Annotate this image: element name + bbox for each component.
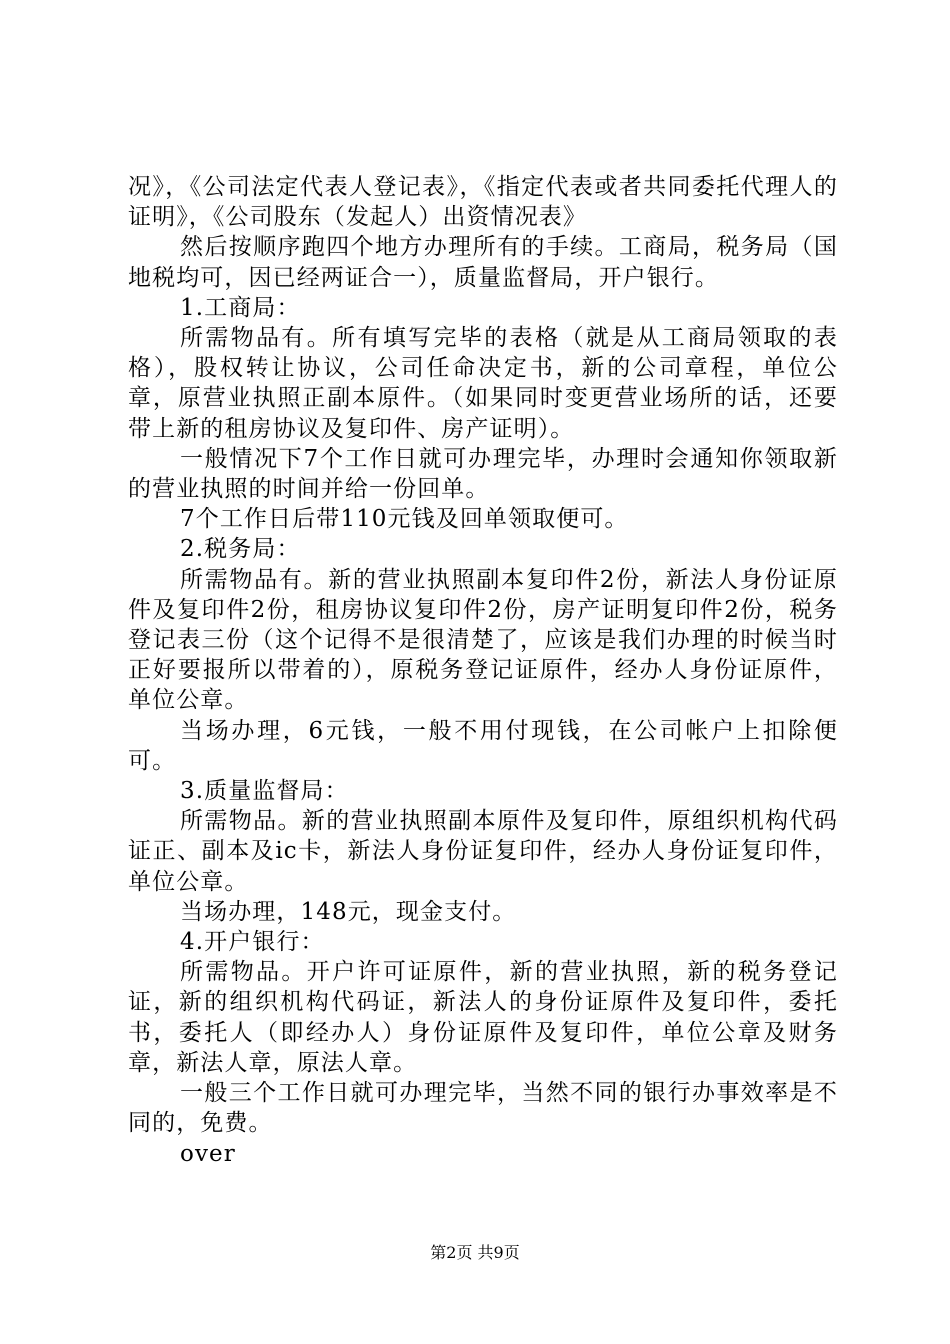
paragraph-1: 况》，《公司法定代表人登记表》，《指定代表或者共同委托代理人的证明》，《公司股东（发起人）出资情况表》	[128, 174, 838, 231]
paragraph-6: 7个工作日后带110元钱及回单领取便可。	[180, 506, 629, 533]
paragraph-14: 所需物品。开户许可证原件，新的营业执照，新的税务登记证，新的组织机构代码证，新法人的身份证原件及复印件，委托书，委托人（即经办人）身份证原件及复印件，单位公章及财务章，新法人章，原法人章。	[128, 959, 838, 1076]
paragraph-12: 当场办理，148元，现金支付。	[180, 898, 517, 925]
paragraph-15: 一般三个工作日就可办理完毕，当然不同的银行办事效率是不同的，免费。	[128, 1080, 838, 1137]
section-heading-4: 4.开户银行：	[180, 929, 325, 956]
paragraph-9: 当场办理，6元钱，一般不用付现钱，在公司帐户上扣除便可。	[128, 717, 838, 774]
section-heading-2: 2.税务局：	[180, 536, 301, 563]
section-heading-1: 1.工商局：	[180, 294, 301, 321]
paragraph-2: 然后按顺序跑四个地方办理所有的手续。工商局，税务局（国地税均可，因已经两证合一），质量监督局，开户银行。	[128, 234, 838, 291]
paragraph-4: 所需物品有。所有填写完毕的表格（就是从工商局领取的表格），股权转让协议，公司任命决定书，新的公司章程，单位公章，原营业执照正副本原件。（如果同时变更营业场所的话，还要带上新的租房协议及复印件、房产证明）。	[128, 325, 838, 442]
paragraph-5: 一般情况下7个工作日就可办理完毕，办理时会通知你领取新的营业执照的时间并给一份回单。	[128, 445, 838, 503]
paragraph-16: over	[180, 1140, 236, 1167]
paragraph-11: 所需物品。新的营业执照副本原件及复印件，原组织机构代码证正、副本及ic卡，新法人身份证复印件，经办人身份证复印件，单位公章。	[128, 808, 838, 895]
document-body	[128, 172, 838, 1169]
paragraph-8: 所需物品有。新的营业执照副本复印件2份，新法人身份证原件及复印件2份，租房协议复印件2份，房产证明复印件2份，税务登记表三份（这个记得不是很清楚了，应该是我们办理的时候当时正好要报所以带着的），原税务登记证原件，经办人身份证原件，单位公章。	[128, 566, 838, 714]
section-heading-3: 3.质量监督局：	[180, 778, 349, 805]
page-number-footer: 第2页 共9页	[430, 1243, 520, 1262]
